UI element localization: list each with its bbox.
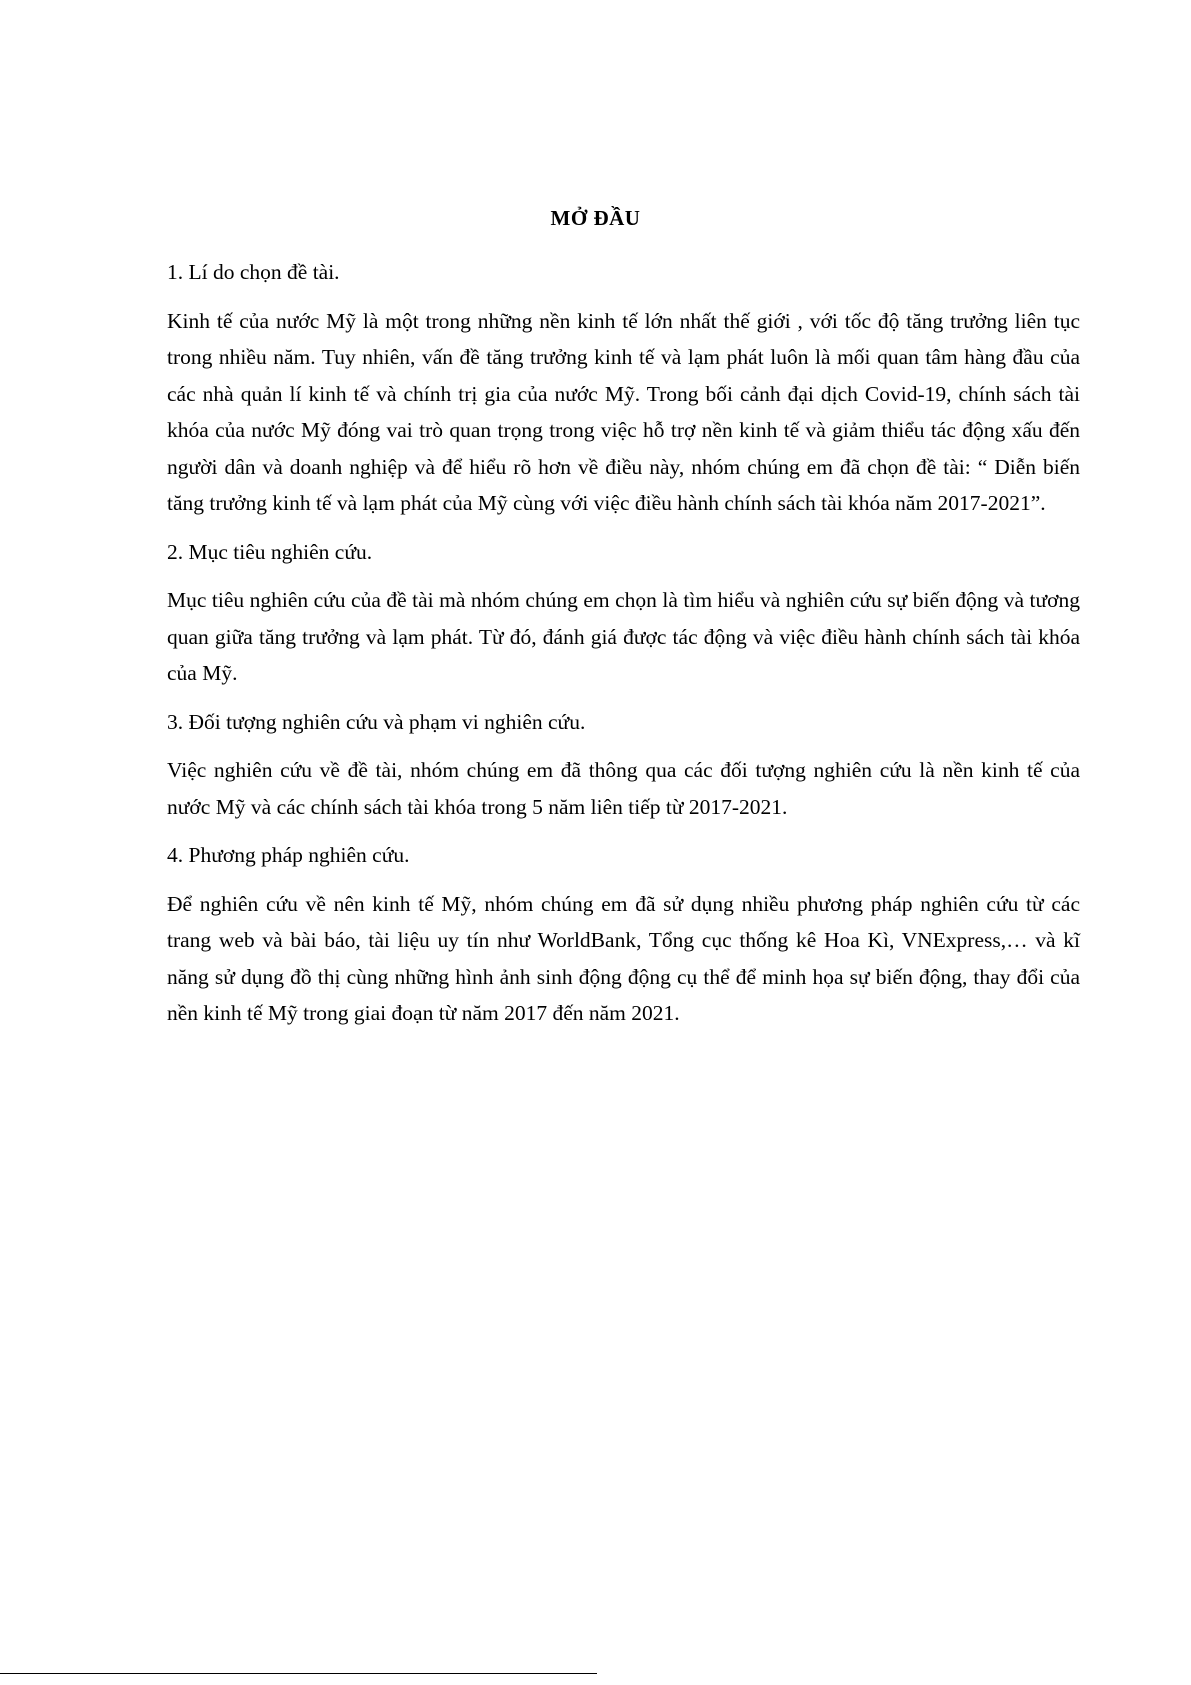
section-paragraph-objective: Mục tiêu nghiên cứu của đề tài mà nhóm chúng em chọn là tìm hiểu và nghiên cứu sự biến động và tương quan giữa tăng trưởng và lạm phát. Từ đó, đánh giá được tác động và việc điều hành chính sách tài khóa của Mỹ. [167, 588, 1080, 685]
section-paragraph-reason: Kinh tế của nước Mỹ là một trong những nền kinh tế lớn nhất thế giới , với tốc độ tăng trưởng liên tục trong nhiều năm. Tuy nhiên, vấn đề tăng trưởng kinh tế và lạm phát luôn là mối quan tâm hàng đầu của các nhà quản lí kinh tế và chính trị gia của nước Mỹ. Trong bối cảnh đại dịch Covid-19, chính sách tài khóa của nước Mỹ đóng vai trò quan trọng trong việc hỗ trợ nền kinh tế và giảm thiểu tác động xấu đến người dân và doanh nghiệp và để hiểu rõ hơn về điều này, nhóm chúng em đã chọn đề tài: “ Diễn biến tăng trưởng kinh tế và lạm phát của Mỹ cùng với việc điều hành chính sách tài khóa năm 2017-2021”. [167, 308, 1080, 515]
section-heading-method: 4. Phương pháp nghiên cứu. [167, 843, 410, 867]
section-heading-reason: 1. Lí do chọn đề tài. [167, 260, 340, 284]
section-heading-scope: 3. Đối tượng nghiên cứu và phạm vi nghiên cứu. [167, 709, 586, 734]
section-heading-objective: 2. Mục tiêu nghiên cứu. [167, 539, 373, 564]
footer-divider [0, 1673, 597, 1674]
page-title: MỞ ĐẦU [550, 206, 641, 230]
section-paragraph-method: Để nghiên cứu về nên kinh tế Mỹ, nhóm chúng em đã sử dụng nhiều phương pháp nghiên cứu từ các trang web và bài báo, tài liệu uy tín như WorldBank, Tổng cục thống kê Hoa Kì, VNExpress,… và kĩ năng sử dụng đồ thị cùng những hình ảnh sinh động động cụ thể để minh họa sự biến động, thay đổi của nền kinh tế Mỹ trong giai đoạn từ năm 2017 đến năm 2021. [167, 891, 1080, 1025]
section-paragraph-scope: Việc nghiên cứu về đề tài, nhóm chúng em đã thông qua các đối tượng nghiên cứu là nền kinh tế của nước Mỹ và các chính sách tài khóa trong 5 năm liên tiếp từ 2017-2021. [167, 758, 1080, 819]
document-body [167, 254, 1080, 1032]
